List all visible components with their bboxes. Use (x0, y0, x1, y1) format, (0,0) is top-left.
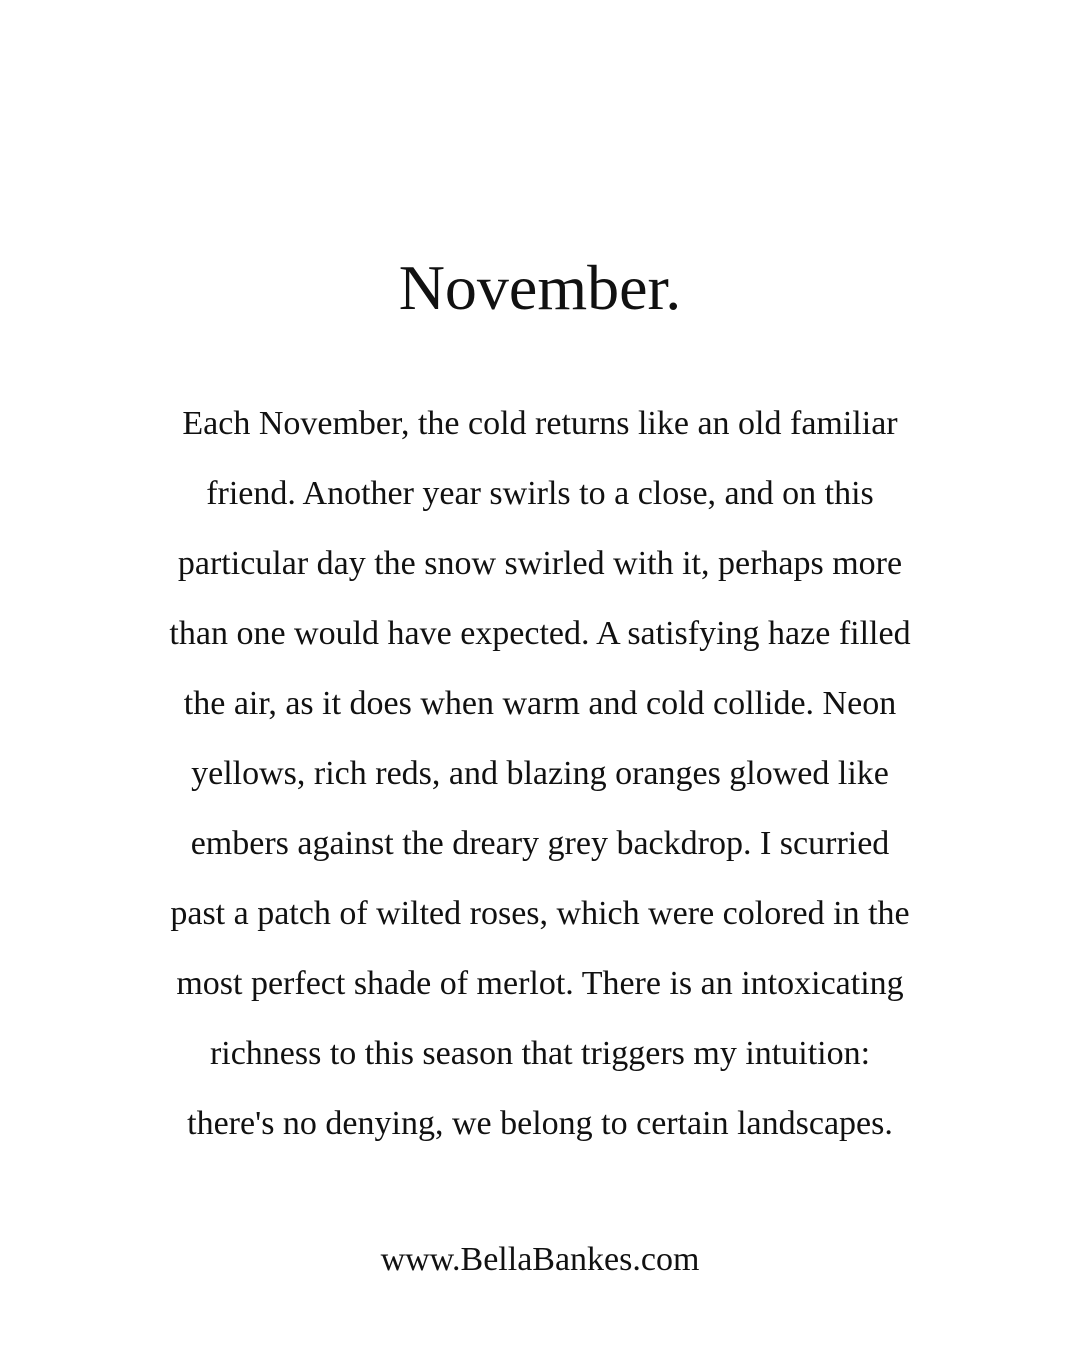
body-line: most perfect shade of merlot. There is an intoxicating (176, 965, 904, 1002)
body-line: yellows, rich reds, and blazing oranges glowed like (191, 755, 889, 792)
body-line: the air, as it does when warm and cold collide. Neon (183, 685, 897, 722)
body-line: Each November, the cold returns like an old familiar (182, 405, 898, 442)
body-line: there's no denying, we belong to certain landscapes. (187, 1105, 893, 1142)
body-line: particular day the snow swirled with it, perhaps more (177, 545, 903, 582)
body-line: friend. Another year swirls to a close, and on this (206, 475, 874, 512)
body-line: than one would have expected. A satisfying haze filled (169, 615, 911, 652)
body-line: richness to this season that triggers my intuition: (209, 1035, 871, 1072)
website-url: www.BellaBankes.com (380, 1241, 700, 1278)
body-line: embers against the dreary grey backdrop. I scurried (190, 825, 890, 862)
body-line: past a patch of wilted roses, which were colored in the (170, 895, 910, 932)
page-title: November. (398, 252, 682, 323)
body-paragraph (100, 389, 980, 1159)
